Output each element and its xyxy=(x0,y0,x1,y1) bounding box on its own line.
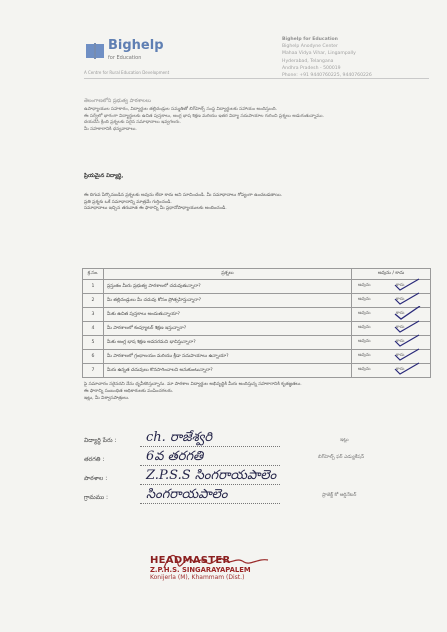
instructions-paragraph xyxy=(84,193,429,213)
school-value: Z.P.S.S సింగరాయపాలెం xyxy=(146,468,277,483)
closing-salutation: ఇట్లు xyxy=(340,438,349,443)
intro-line: ఈ సర్వేలో భాగంగా విద్యార్థులకు ఉచిత పుస్తకాలు, ఆంగ్ల భాష శిక్షణ మరియు ఇతర విద్యా సదుపాయాల గురించి ప్రశ్నలు అడుగుతున్నాము. xyxy=(84,113,325,119)
answer-no[interactable]: కాదు xyxy=(396,311,405,316)
class-value: 6వ తరగతి xyxy=(146,449,204,464)
answer-no[interactable]: కాదు xyxy=(396,367,405,372)
row-number: 6 xyxy=(83,350,104,364)
row-question: మీకు ఉచిత పుస్తకాలు అందుతున్నాయా? xyxy=(104,308,352,322)
answer-yes[interactable]: అవును xyxy=(358,311,371,316)
address-line: Mahaa Vidya Vihar, Lingampally xyxy=(282,51,356,57)
header-answer: అవును / కాదు xyxy=(352,269,431,280)
brand-name: Bighelp xyxy=(108,38,164,53)
address-line: Phone: +91 9440760225, 9440760226 xyxy=(282,73,372,79)
table-row xyxy=(83,336,431,350)
answer-yes[interactable]: అవును xyxy=(358,339,371,344)
answer-no[interactable]: కాదు xyxy=(396,339,405,344)
closing-line: ఇట్లు, మీ విశ్వాసపాత్రులు. xyxy=(84,395,130,401)
answer-no[interactable]: కాదు xyxy=(396,283,405,288)
answer-yes[interactable]: అవును xyxy=(358,353,371,358)
book-logo-icon xyxy=(84,40,106,62)
table-row xyxy=(83,364,431,378)
coordinator-title: ప్రాజెక్ట్ కో ఆర్డినేటర్ xyxy=(322,493,357,498)
intro-line: మీ సహకారానికి ధన్యవాదాలు. xyxy=(84,127,137,133)
address-line: Andhra Pradesh - 500019 xyxy=(282,65,341,71)
row-question: మీకు ఆంగ్ల భాష శిక్షణ అవసరమని భావిస్తున్నారా? xyxy=(104,336,352,350)
questionnaire-table xyxy=(82,268,431,378)
answer-yes[interactable]: అవును xyxy=(358,325,371,330)
village-value: సింగరాయపాలెం xyxy=(146,487,228,502)
closing-line: పై సమాచారం సరైనదని నేను ధృవీకరిస్తున్నాను. మా పాఠశాల విద్యార్థుల అభివృద్ధికి మీరు అందిస్తున్న సహకారానికి కృతజ్ఞతలు. xyxy=(84,382,302,387)
header-divider xyxy=(84,78,429,79)
check-mark-icon xyxy=(392,278,422,292)
table-header-row xyxy=(83,269,431,280)
row-question: మీరు ఉన్నత చదువులు కొనసాగించాలని అనుకుంటున్నారా? xyxy=(104,364,352,378)
intro-line: ఉపాధ్యాయుల సహకారం, విద్యార్థుల తల్లిదండ్రుల సమ్మతితో బిగ్‌హెల్ప్ సంస్థ విద్యార్థులకు సహాయం అందిస్తుంది. xyxy=(84,107,278,112)
stamp-school: Z.P.H.S. SINGARAYAPALEM xyxy=(150,566,251,574)
header-serial: క్ర.సం. xyxy=(83,269,104,280)
answer-no[interactable]: కాదు xyxy=(396,325,405,330)
organization-address xyxy=(282,36,432,79)
field-label-class: తరగతి : xyxy=(84,456,105,463)
table-row xyxy=(83,350,431,364)
check-mark-icon xyxy=(392,320,422,334)
table-row xyxy=(83,322,431,336)
row-question: మీ పాఠశాలలో కంప్యూటర్ శిక్షణ ఇస్తున్నారా? xyxy=(104,322,352,336)
row-question: మీ తల్లిదండ్రులు మీ చదువు కోసం ప్రోత్సహిస్తున్నారా? xyxy=(104,294,352,308)
row-number: 2 xyxy=(83,294,104,308)
table-row xyxy=(83,308,431,322)
row-question: ప్రస్తుతం మీరు ప్రభుత్వ పాఠశాలలో చదువుతున్నారా? xyxy=(104,280,352,294)
answer-yes[interactable]: అవును xyxy=(358,367,371,372)
instruction-line: ఈ దిగువ పేర్కొనబడిన ప్రశ్నలకు అవును లేదా కాదు అని సూచించండి. మీ సమాధానాలు గోప్యంగా ఉంచబడతాయి. xyxy=(84,193,283,198)
row-number: 4 xyxy=(83,322,104,336)
stamp-district: Konijerla (M), Khammam (Dist.) xyxy=(150,574,245,581)
closing-line: ఈ ఫారాన్ని సంబంధిత అధికారులకు పంపించగలరు. xyxy=(84,388,174,394)
field-label-school: పాఠశాల : xyxy=(84,475,108,482)
row-number: 5 xyxy=(83,336,104,350)
intro-paragraph xyxy=(84,107,429,134)
row-question: మీ పాఠశాలలో గ్రంథాలయం మరియు క్రీడా సదుపాయాలు ఉన్నాయా? xyxy=(104,350,352,364)
row-number: 1 xyxy=(83,280,104,294)
field-label-student-name: విద్యార్థి పేరు : xyxy=(84,437,117,444)
header-question: ప్రశ్నలు xyxy=(104,269,352,280)
answer-no[interactable]: కాదు xyxy=(396,297,405,302)
answer-no[interactable]: కాదు xyxy=(396,353,405,358)
organization-sign: బిగ్‌హెల్ప్ ఫర్ ఎడ్యుకేషన్ xyxy=(318,455,365,460)
answer-yes[interactable]: అవును xyxy=(358,297,371,302)
letter-heading: తెలంగాణలోని ప్రభుత్వ పాఠశాలలు xyxy=(84,98,151,104)
address-line: Bighelp for Education xyxy=(282,37,338,42)
instruction-line: సమాధానాలు ఇచ్చిన తరువాత ఈ ఫారాన్ని మీ ప్రధానోపాధ్యాయులకు అందించండి. xyxy=(84,206,227,212)
row-answer xyxy=(352,364,431,378)
salutation: ప్రియమైన విద్యార్థి, xyxy=(84,173,124,179)
check-mark-icon xyxy=(392,334,422,348)
brand-subtitle: for Education xyxy=(108,55,142,61)
stamp-title: HEADMASTER xyxy=(150,555,231,566)
row-number: 7 xyxy=(83,364,104,378)
check-mark-icon xyxy=(392,306,422,320)
address-line: Bighelp Anodyne Center xyxy=(282,44,338,50)
student-name-value: ch. రాజేశ్వరి xyxy=(146,430,213,445)
brand-tagline: A Centre for Rural Education Development xyxy=(84,70,170,75)
address-line: Hyderabad, Telangana xyxy=(282,58,334,64)
table-row xyxy=(83,280,431,294)
check-mark-icon xyxy=(392,362,422,376)
intro-line: దయచేసి క్రింది ప్రశ్నలకు సరైన సమాధానాలు ఇవ్వగలరు. xyxy=(84,120,181,126)
closing-paragraph xyxy=(84,382,429,402)
table-row xyxy=(83,294,431,308)
check-mark-icon xyxy=(392,292,422,306)
headmaster-stamp xyxy=(150,555,280,581)
field-label-village: గ్రామము : xyxy=(84,494,109,501)
answer-yes[interactable]: అవును xyxy=(358,283,371,288)
instruction-line: ప్రతి ప్రశ్నకు ఒకే సమాధానాన్ని మాత్రమే గుర్తించండి. xyxy=(84,199,172,205)
check-mark-icon xyxy=(392,348,422,362)
row-number: 3 xyxy=(83,308,104,322)
